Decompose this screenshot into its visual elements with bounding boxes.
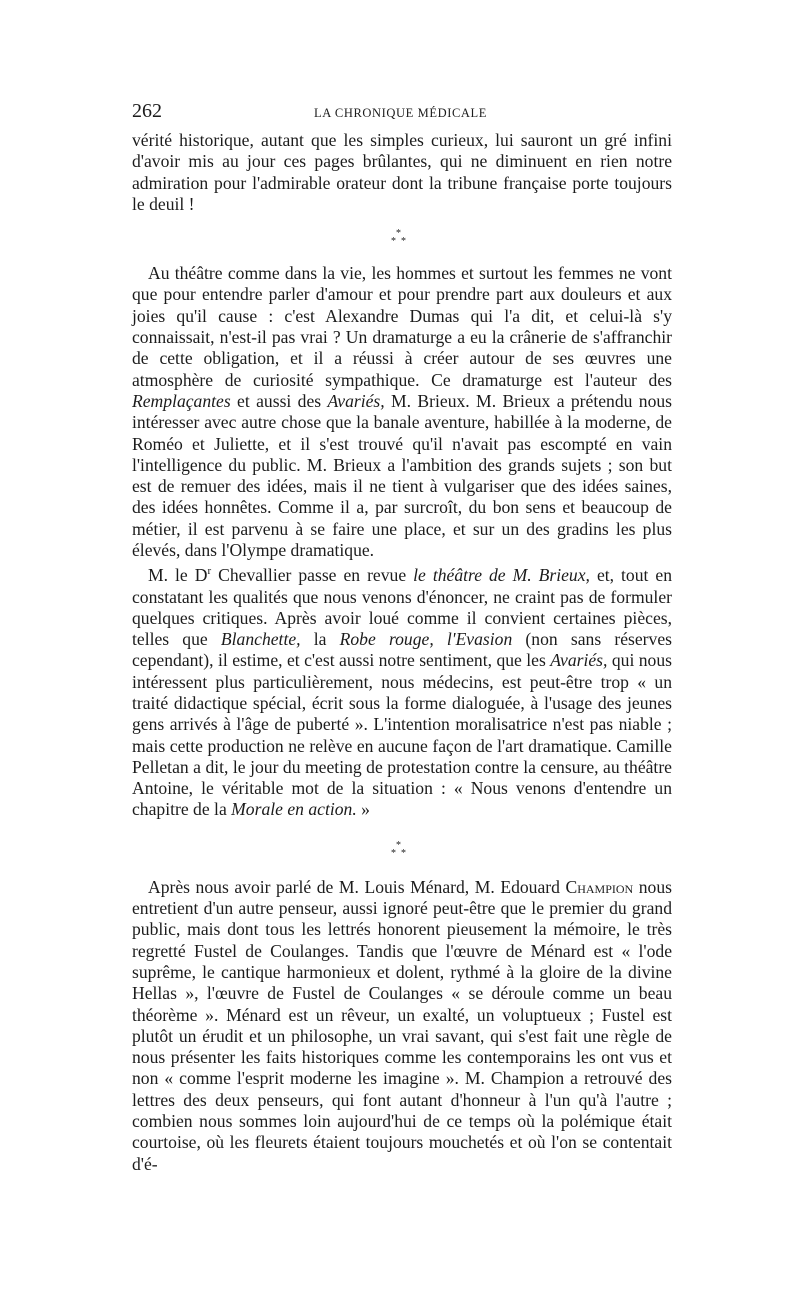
small-caps-name: Champion <box>565 876 634 897</box>
paragraph-3 <box>132 561 672 820</box>
text-run: M. Brieux. M. Brieux a prétendu nous intéresser avec autre chose que la banale aventure, habillée à la moderne, de Roméo et Juliette, et il s'est trouvé qu'il n'avait pas escompté en vain l'intelligence du public. M. Brieux a l'ambition des grands sujets ; son but est de remuer des idées, mais il ne tient à vulgariser que des idées saines, des idées honnêtes. Comme il a, par surcroît, du bon sens et beaucoup de métier, il est parvenu à se faire une place, et sur un des gradins les plus élevés, dans l'Olympe dramatique. <box>132 390 673 561</box>
asterism-star: * <box>396 228 401 240</box>
text-run: et, tout en constatant les qualités que nous venons d'énoncer, ne craint pas de formuler quelques critiques. Après avoir loué comme il convient certaines pièces, telles que <box>132 565 672 650</box>
text-run: » <box>356 799 370 820</box>
asterism-separator-2 <box>132 833 672 877</box>
text-run: nous entretient d'un autre penseur, aussi ignoré peut-être que le premier du grand public, mais dont tous les lettrés honorent pieusement la mémoire, le très regretté Fustel de Coulanges. Tandis que l'œuvre de Ménard est « l'ode suprême, le cantique harmonieux et dolent, rythmé à la gloire de la divine Hellas », l'œuvre de Fustel de Coulanges « se déroule comme un beau théorème ». Ménard est un rêveur, un exalté, un voluptueux ; Fustel est plutôt un érudit et un philosophe, un vrai savant, qui s'est fait une règle de nous présenter les faits historiques comme les contemporains les ont vus et non « comme l'esprit moderne les imagine ». M. Champion a retrouvé des lettres des deux penseurs, qui font autant d'honneur à l'un qu'à l'autre ; combien nous sommes loin aujourd'hui de ce temps où la polémique était courtoise, où les fleurets étaient toujours mouchetés et où l'on se contentait d'é- <box>132 876 672 1174</box>
asterism-star: * <box>391 847 396 859</box>
page <box>132 100 672 1175</box>
text-run: Après nous avoir parlé de M. Louis Ménard, M. Edouard <box>148 876 566 897</box>
text-run: Au théâtre comme dans la vie, les hommes et surtout les femmes ne vont que pour entendre parler d'amour et pour prendre part aux douleurs et aux joies qu'il cause : c'est Alexandre Dumas qui l'a dit, et celui-là s'y connaissait, n'est-il pas vrai ? Un dramaturge a eu la crânerie de s'affranchir de cette obligation, et il a réussi à créer autour de ses œuvres une atmosphère de curiosité sympathique. Ce dramaturge est l'auteur des <box>132 263 672 390</box>
paragraph-4 <box>132 877 672 1175</box>
paragraph-1 <box>132 130 672 215</box>
italic-title: le théâtre de M. Brieux, <box>413 565 590 586</box>
italic-title: Avariés, <box>550 650 608 671</box>
paragraph-1-text: vérité historique, autant que les simples curieux, lui sauront un gré infini d'avoir mis au jour ces pages brûlantes, qui ne diminuent en rien notre admiration pour l'admirable orateur dont la tribune française porte toujours le deuil ! <box>132 130 672 214</box>
italic-title: Remplaçantes <box>132 390 231 411</box>
page-number: 262 <box>132 100 162 122</box>
asterism-star: * <box>401 847 406 859</box>
italic-title: Blanchette, <box>220 629 301 650</box>
asterism-star: * <box>396 839 401 851</box>
text-run: qui nous intéressent plus particulièrement, nous médecins, est peut-être trop « un traité didactique spécial, écrit sous la forme dialoguée, à l'usage des jeunes gens arrivés à l'âge de puberté ». L'intention moralisatrice n'est pas niable ; mais cette production ne relève en aucune façon de l'art dramatique. Camille Pelletan a dit, le jour du meeting de protestation contre la censure, au théâtre Antoine, le véritable mot de la situation : « Nous venons d'entendre un chapitre de la <box>132 650 672 820</box>
superscript: r <box>207 565 212 578</box>
page-header <box>132 100 672 130</box>
italic-title: Robe rouge, l'Evasion <box>339 629 513 650</box>
asterism-star: * <box>401 236 406 248</box>
running-title: LA CHRONIQUE MÉDICALE <box>314 106 488 120</box>
asterism-separator-1 <box>132 221 672 263</box>
italic-title: Avariés, <box>327 390 385 411</box>
text-run: M. le D <box>148 565 208 586</box>
asterism-star: * <box>391 236 396 248</box>
text-run: Chevallier passe en revue <box>211 565 414 586</box>
text-run: la <box>300 629 340 650</box>
text-run: (non sans réserves cependant), il estime, et c'est aussi notre sentiment, que les <box>132 629 672 671</box>
paragraph-2 <box>132 263 672 561</box>
italic-title: Morale en action. <box>231 799 357 820</box>
text-run: et aussi des <box>230 390 328 411</box>
